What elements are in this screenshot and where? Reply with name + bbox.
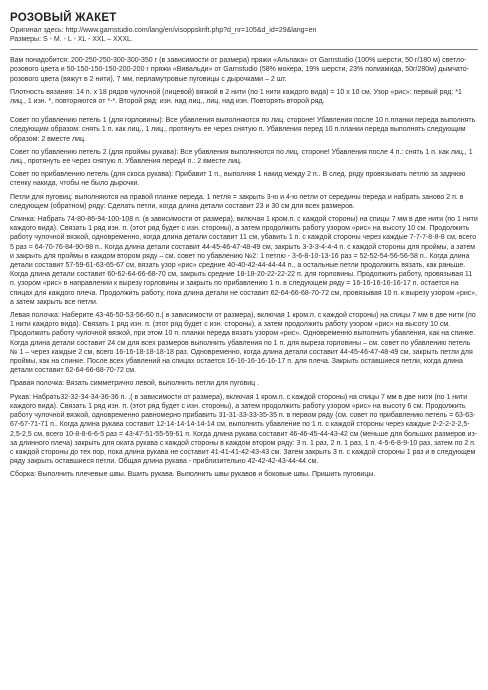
assembly-paragraph: Сборка: Выполнить плечевые швы. Вшить рукава. Выполнить швы рукавов и боковые швы. Пришить пуговицы. bbox=[10, 471, 376, 479]
buttonholes-paragraph: Петли для пуговиц: выполняются на правой планке переда. 1 петля = закрыть 3-ю и 4-ю петли от середины переда и набрать заново 2 п. в следующем (обратном) ряду: Сделать петли, когда длина детали составит 23 и 30 см для всех размеров. bbox=[10, 193, 464, 210]
tip-decrease-1: Совет по убавлению петель 1 (для горловины): Все убавления выполняются по лиц. стороне! Убавления после 10 п.планки переда выполнять следующим образом: снять 1 п. как лиц., 1 лиц., протянуть ее через снятую п. Убавления перед 10 п.планки переда выполнять следующим образом: 2 вместе лиц. bbox=[10, 117, 476, 143]
sleeve-paragraph: Рукав: Набрать32-32-34-34-36-36 п. .( в зависимости от размера), включая 1 кром.п. с каждой стороны) на спицы 7 мм в две нити (по 1 нити каждого вида). Связать 1 ряд изн. п. (этот ряд будет с изн. стороны), а затем продолжить работу узором «рис» на высоту 6 см. Продолжить работу чулочной вязкой, одновременно равномерно прибавить 31-31-33-33-35-35 п. в первом ряду (см. совет по прибавлению петель = 63-63-67-67-71-71 п.. Когда длина рукава составит 12-14-14-14-14-14 см, выполнить убавление по 1 п. с каждой стороны через каждые 2-2-2-2-2,5-2,5-2,5 см, всего 10-8-8-6-6-5 раз = 43-47-51-55-59-61 п. Когда длина рукава составит 46-46-45-44-43-42 см (меньше для больших размеров из-за длинного плеча) закрыть для оката рукава с каждой стороны в каждом втором ряду: 3 п. 1 раз, 2 п. 1 раз, 1 п. 4-5-6-8-9-10 раз, затем по 2 п. с каждой стороны до тех пор, пока длина рукава не составит 41-41-41-42-43-43 см. Затем закрыть 3 п. с каждой стороны 1 раз и в следующем ряду закрыть оставшиеся петли. Общая длина рукава - приблизительно 42-42-42-43-44-44 см. bbox=[10, 393, 477, 466]
page-title: РОЗОВЫЙ ЖАКЕТ bbox=[10, 12, 117, 24]
tip-decrease-2: Совет по убавлению петель 2 (для проймы рукава): Все убавления выполняются по лиц. стороне! Убавления после 4 п.: снять 1 п. как лиц., 1 лиц., протянуть ее через снятую п. Убавления перед4 п.: 2 вместе лиц. bbox=[10, 148, 473, 166]
density-paragraph: Плотность вязания: 14 п. х 18 рядов чулочной (лицевой) вязкой в 2 нити (по 1 нити каждого вида) = 10 х 10 см. Узор «рис»: первый ряд: *1 лиц., 1 изн. *, повторяются от *-*. Второй ряд: изн. над лиц., лиц. над изн. Повторять второй ряд. bbox=[10, 88, 462, 105]
tip-increase: Совет по прибавлению петель (для скоса рукава): Прибавит 1 п., выполняя 1 накид между 2 п.. В след. ряду провязывать петлю за заднюю стенку накида, чтобы не было дырочки. bbox=[10, 171, 466, 188]
original-link[interactable]: Оригинал здесь: http://www.garnstudio.com/lang/en/visoppskrift.php?d_nr=105&d_id=29&lang=en bbox=[10, 27, 317, 34]
left-front-paragraph: Левая полочка: Наберите 43-46-50-53-56-60 п.( в зависимости от размера), включая 1 кром.п. с каждой стороны) на спицы 7 мм в две нити (по 1 нити каждого вида). Связать 1 ряд изн. п. (этот ряд будет с изн. стороны), а затем продолжить работу узором «рис» на высоту 10 см. Продолжить работу чулочной вязкой, при этом 10 п. планки переда вязать узором «рис». Одновременно выполнить убавления, как на спинке. Когда длина детали составит 24 см для всех размеров выполнить убавления по 1 п. для выреза горловины – см. совет по убавлению петель № 1 – через каждые 2 см, всего 16-16-18-18-18-18 раз. Одновременно, когда длина детали составит 44-45-46-47-48-49 см, закрыть петли для проймы, как на спинке. После всех убавлений на спицах остается 16-16-16-16-16-17 п. для плеча. Закрыть оставшиеся петли, когда длина детали составит 62-64-66-68-70-72 см. bbox=[10, 312, 476, 375]
right-front-paragraph: Правая полочка: Вязать симметрично левой, выполнить петли для пуговиц . bbox=[10, 380, 260, 388]
back-paragraph: Спинка: Набрать 74-80-86-94-100-108 п. (в зависимости от размера), включая 1 кром.п. с каждой стороны) на спицы 7 мм в две нити (по 1 нити каждого вида). Связать 1 ряд изн. п. (этот ряд будет с изн. стороны), а затем продолжить работу узором «рис» на высоту 10 см. Продолжить работу чулочной вязкой, одновременно, когда длина детали составит 11 см, убавить 1 п. с каждой стороны через каждые 7-7-7-8-8-8 см, всего 5 раз = 64-70-76-84-90-98 п.. Когда длина детали составит 44-45-46-47-48-49 см, закрыть 3-3-3-4-4-4 п. с каждой стороны для проймы, а затем и закрыть для проймы в каждом втором ряду – см. совет по убавлению №2: 1 петлю - 3-6-8-10-13-16 раз = 52-52-54-56-56-58 п.. Когда длина детали составит 57-59-61-63-65-67 см, вязать узор «рис» средние 40-40-42-44-44-44 п., а остальные петли продолжить вязать, как раньше. Когда длина детали составит 60-62-64-66-68-70 см, закрыть средние 18-18-20-22-22-22 п. для горловины. Продолжить работу, провязывая 11 п. узором «рис» в направлении к вырезу горловины и закрыть по прибавлению 1 п. в следующем ряду = 16-16-16-16-16-17 п. остается на спицах для каждого плеча. Продолжить работу, пока длина детали не составит 62-64-66-68-70-72 см, провязывая 10 п. к вырезу узором «рис», а затем закрыть все петли. bbox=[10, 216, 478, 306]
sizes-line: Размеры: S - M. - L - XL - XXL – XXXL. bbox=[10, 35, 133, 43]
divider bbox=[10, 49, 478, 50]
materials-paragraph: Вам понадобится: 200-250-250-300-300-350 г (в зависимости от размера) пряжи «Альпака» от Garnstudio (100% шерсти, 50 г/180 м) светло-розового цвета и 50-150-150-150-200-200 г пряжи «Вивальди» от Garnstudio (58% мохера, 19% шерсти, 23% полиамида, 50г/280м) дымчато-розового цвета (вяжут в 2 нити), 7 мм, перламутровые пуговицы с дырочками – 2 шт. bbox=[10, 57, 469, 83]
